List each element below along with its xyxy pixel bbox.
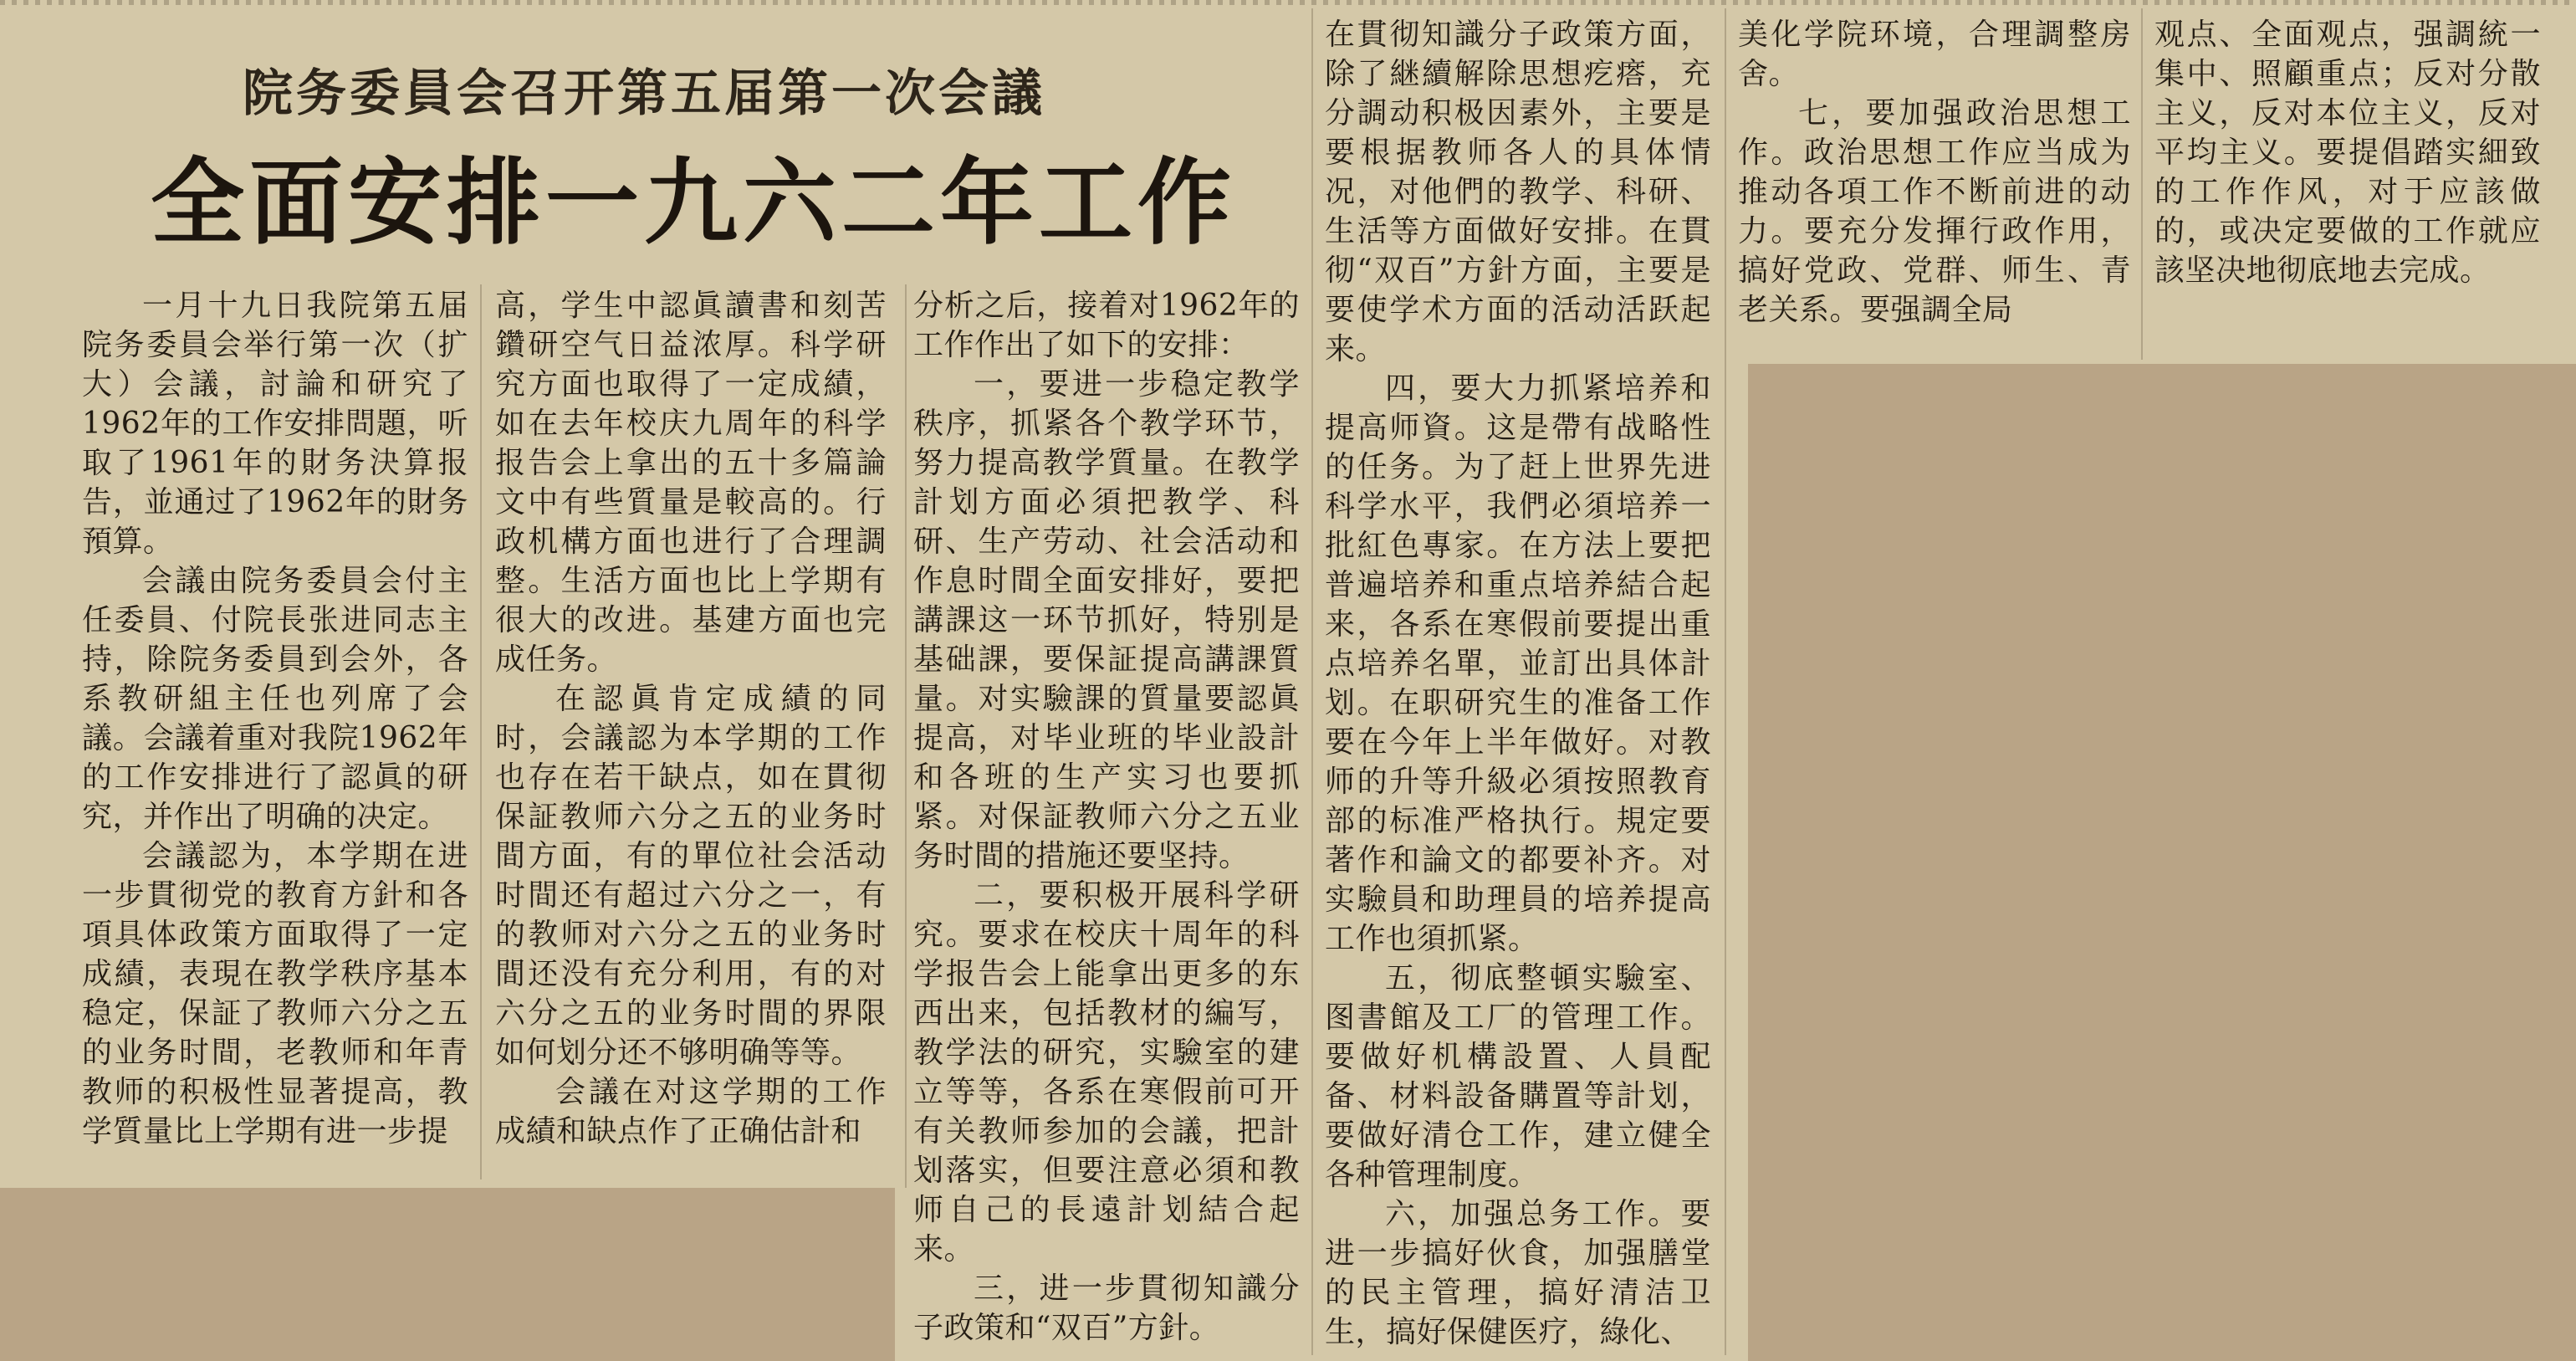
article-title: 全面安排一九六二年工作 bbox=[151, 148, 1236, 258]
paragraph: 会議由院务委員会付主任委員、付院長张进同志主持，除院务委員到会外，各系教研組主任也列席了会議。会議着重对我院1962年的工作安排进行了認眞的研究，并作出了明确的决定。 bbox=[82, 564, 468, 834]
paragraph: 七，要加强政治思想工作。政治思想工作应当成为推动各項工作不断前进的动力。要充分发揮行政作用，搞好党政、党群、师生、青老关系。要强調全局 bbox=[1738, 96, 2131, 327]
paragraph: 美化学院环境，合理調整房舍。 bbox=[1738, 18, 2131, 91]
paragraph: 在貫彻知識分子政策方面，除了継續解除思想疙瘩，充分調动积极因素外，主要是要根据教师各人的具体情况，对他們的教学、科研、生活等方面做好安排。在貫彻“双百”方針方面，主要是要使学术方面的活动活跃起来。 bbox=[1325, 18, 1711, 366]
column-2 bbox=[495, 286, 887, 1151]
paragraph: 一月十九日我院第五届院务委員会举行第一次（扩大）会議，討論和研究了1962年的工作安排問題，听取了1961年的財务決算报告，並通过了1962年的財务預算。 bbox=[82, 289, 468, 559]
paragraph: 二，要积极开展科学研究。要求在校庆十周年的科学报告会上能拿出更多的东西出来，包括教材的編写，教学法的研究，实驗室的建立等等，各系在寒假前可开有关教师参加的会議，把計划落实，但要注意必須和教师自己的長遠計划結合起来。 bbox=[913, 878, 1300, 1266]
paragraph: 会議認为，本学期在进一步貫彻党的教育方針和各項具体政策方面取得了一定成績，表現在教学秩序基本稳定，保証了教师六分之五的业务时間，老教师和年青教师的积极性显著提高，教学質量比上学期有进一步提 bbox=[82, 839, 468, 1149]
paragraph: 五，彻底整頓实驗室、图書館及工厂的管理工作。要做好机構設置、人員配备、材料設备購置等計划，要做好清仓工作，建立健全各种管理制度。 bbox=[1325, 961, 1711, 1192]
paragraph: 观点、全面观点，强調統一集中、照顧重点；反对分散主义，反对本位主义，反对平均主义。要提倡踏实細致的工作作风，对于应該做的，或决定要做的工作就应該坚决地彻底地去完成。 bbox=[2154, 18, 2541, 288]
paragraph: 一，要进一步稳定教学秩序，抓紧各个教学环节，努力提高教学質量。在教学計划方面必須把教学、科研、生产劳动、社会活动和作息时間全面安排好，要把講課这一环节抓好，特别是基础課，要保証提高講課質量。对实驗課的質量要認眞提高，对毕业班的毕业設計和各班的生产实习也要抓紧。对保証教师六分之五业务时間的措施还要坚持。 bbox=[913, 367, 1300, 873]
paragraph: 三，进一步貫彻知識分子政策和“双百”方針。 bbox=[913, 1271, 1300, 1345]
column-3 bbox=[913, 286, 1300, 1348]
paragraph: 分析之后，接着对1962年的工作作出了如下的安排： bbox=[913, 289, 1300, 362]
column-5 bbox=[1738, 15, 2131, 330]
paragraph: 会議在对这学期的工作成績和缺点作了正确估計和 bbox=[495, 1075, 887, 1149]
fold-line bbox=[0, 0, 2576, 5]
column-divider bbox=[480, 284, 482, 1179]
column-divider bbox=[905, 284, 907, 1188]
column-6 bbox=[2154, 15, 2541, 290]
article-subtitle: 院务委員会召开第五届第一次会議 bbox=[243, 64, 1045, 123]
column-divider bbox=[2141, 8, 2143, 360]
column-1 bbox=[82, 286, 468, 1151]
paragraph: 六，加强总务工作。要进一步搞好伙食，加强膳堂的民主管理，搞好清洁卫生，搞好保健医疗，綠化、 bbox=[1325, 1197, 1711, 1349]
column-divider bbox=[1725, 8, 1726, 1355]
paragraph: 四，要大力抓紧培养和提高师資。这是帶有战略性的任务。为了赶上世界先进科学水平，我們必須培养一批紅色專家。在方法上要把普遍培养和重点培养結合起来，各系在寒假前要提出重点培养名單，並訂出具体計划。在职研究生的准备工作要在今年上半年做好。对教师的升等升級必須按照教育部的标准严格执行。規定要著作和論文的都要补齐。对实驗員和助理員的培养提高工作也須抓紧。 bbox=[1325, 371, 1711, 956]
paragraph: 高，学生中認眞讀書和刻苦鑽研空气日益浓厚。科学研究方面也取得了一定成績，如在去年校庆九周年的科学报告会上拿出的五十多篇論文中有些質量是較高的。行政机構方面也进行了合理調整。生活方面也比上学期有很大的改进。基建方面也完成任务。 bbox=[495, 289, 887, 677]
column-4 bbox=[1325, 15, 1711, 1352]
paragraph: 在認眞肯定成績的同时，会議認为本学期的工作也存在若干缺点，如在貫彻保証教师六分之五的业务时間方面，有的單位社会活动时間还有超过六分之一，有的教师对六分之五的业务时間还没有充分利用，有的对六分之五的业务时間的界限如何划分还不够明确等等。 bbox=[495, 682, 887, 1070]
column-divider bbox=[1311, 8, 1313, 1355]
